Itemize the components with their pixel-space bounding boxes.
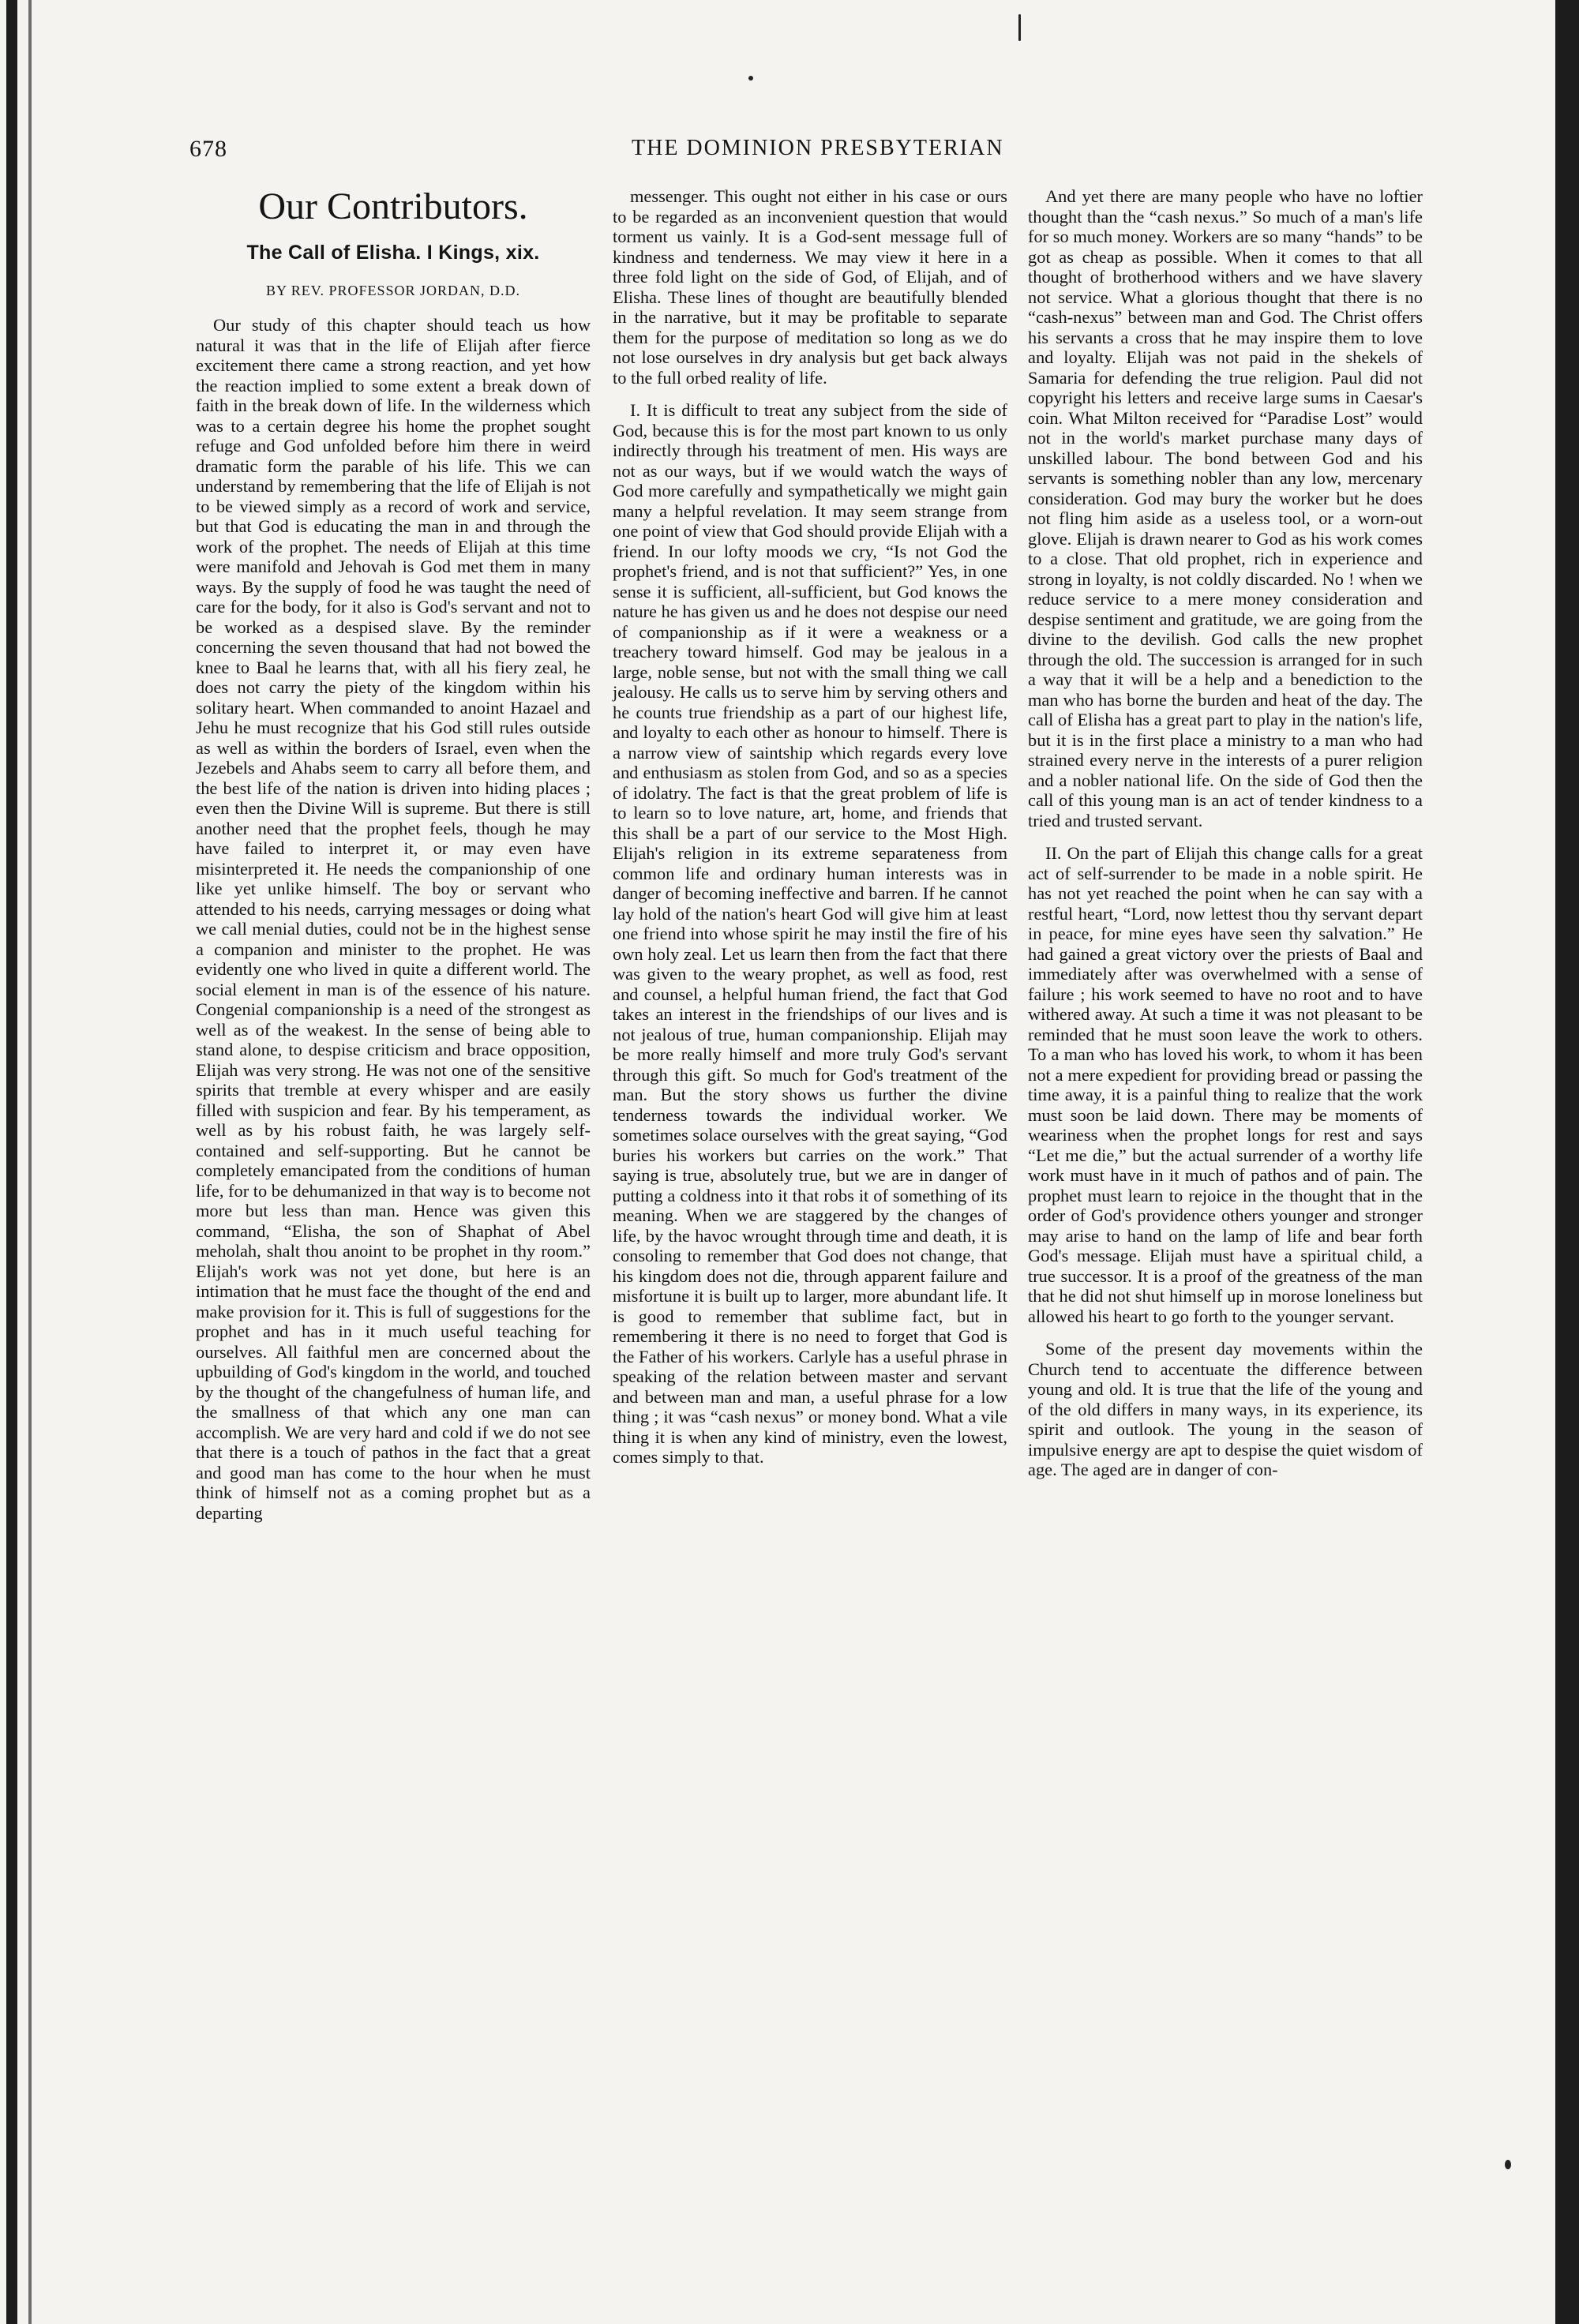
scan-speck: [1018, 14, 1021, 41]
paragraph: Our study of this chapter should teach us how natural it was that in the life of Elijah after fierce excitement there came a strong reaction, and yet how the reaction implied to some extent a break down of faith in the break down of life. In the wilderness which was to a certain degree his home the prophet sought refuge and God unfolded before him there in weird dramatic form the parable of his life. This we can understand by remembering that the life of Elijah is not to be viewed simply as a record of work and service, but that God is educating the man in and through the work of the prophet. The needs of Elijah at this time were manifold and Jehovah is God met them in many ways. By the supply of food he was taught the need of care for the body, for it also is God's servant and not to be worked as a despised slave. By the reminder concerning the seven thousand that had not bowed the knee to Baal he learns that, with all his fiery zeal, he does not carry the piety of the kingdom within his solitary heart. When commanded to anoint Hazael and Jehu he must recognize that his God still rules outside as well as within the borders of Israel, even when the Jezebels and Ahabs seem to carry all before them, and the best life of the nation is driven into hiding places ; even then the Divine Will is supreme. But there is still another need that the prophet feels, though he may have failed to interpret it, or may even have misinterpreted it. He needs the companionship of one like yet unlike himself. The boy or servant who attended to his needs, carrying messages or doing what we call menial duties, could not be in the highest sense a companion and minister to the prophet. He was evidently one who lived in quite a different world. The social element in man is of the essence of his nature. Congenial companionship is a need of the strongest as well as of the weakest. In the sense of being able to stand alone, to despise criticism and brace opposition, Elijah was very strong. He was not one of the sensitive spirits that tremble at every whisper and are easily filled with suspicion and fear. By his temperament, as well as by his robust faith, he was largely self-contained and self-supporting. But he cannot be completely emancipated from the conditions of human life, for to be dehumanized in that way is to become not more but less than man. Hence was given this command, “Elisha, the son of Shaphat of Abel meholah, shalt thou anoint to be prophet in thy room.” Elijah's work was not yet done, but here is an intimation that he must face the thought of the end and make provision for it. This is full of suggestions for the prophet and has in it much useful teaching for ourselves. All faithful men are concerned about the upbuilding of God's kingdom in the world, and touched by the thought of the changefulness of human life, and the smallness of that which any one man can accomplish. We are very hard and cold if we do not see that there is a touch of pathos in the fact that a great and good man has come to the hour when he must think of himself not as a coming prophet but as a departing: [196, 315, 591, 1523]
text-column-1: [196, 183, 591, 1523]
scan-border-left-inner: [28, 0, 32, 2324]
article-title: The Call of Elisha. I Kings, xix.: [246, 242, 540, 264]
paragraph: Some of the present day movements within the Church tend to accentuate the difference between young and old. It is true that the life of the young and of the old differs in many ways, in its experience, its spirit and outlook. The young in the season of impulsive energy are apt to despise the quiet wisdom of age. The aged are in danger of con-: [1028, 1339, 1423, 1479]
scan-border-right: [1555, 0, 1579, 2324]
text-column-2: [613, 186, 1007, 1467]
scan-speck: [1505, 2160, 1511, 2169]
scan-border-left: [6, 0, 17, 2324]
scan-speck: [748, 76, 753, 81]
running-head: [189, 136, 1405, 167]
section-title: Our Contributors.: [258, 186, 528, 227]
paragraph: messenger. This ought not either in his case or ours to be regarded as an inconvenient question that would torment us vainly. It is a God-sent message full of kindness and tenderness. We may view it here in a three fold light on the side of God, of Elijah, and of Elisha. These lines of thought are beautifully blended in the narrative, but it may be profitable to separate them for the purpose of meditation so long as we do not lose ourselves in dry analysis but get back always to the full orbed reality of life.: [613, 186, 1007, 388]
page-number: 678: [189, 136, 227, 162]
byline: BY REV. PROFESSOR JORDAN, D.D.: [265, 282, 521, 298]
paragraph: II. On the part of Elijah this change calls for a great act of self-surrender to be made in a noble spirit. He has not yet reached the point when he can say with a restful heart, “Lord, now lettest thou thy servant depart in peace, for mine eyes have seen thy salvation.” He had gained a great victory over the priests of Baal and immediately after was overwhelmed with a sense of failure ; his work seemed to have no root and to have withered away. At such a time it was not pleasant to be reminded that he must soon leave the work to others. To a man who has loved his work, to whom it has been not a mere expedient for providing bread or passing the time away, it is a painful thing to realize that the work must soon be laid down. There may be moments of weariness when the prophet longs for rest and says “Let me die,” but the actual surrender of a worthy life work must have in it much of pathos and of pain. The prophet must learn to rejoice in the thought that in the order of God's providence others younger and stronger may arise to hand on the lamp of life and bear forth God's message. Elijah must have a spiritual child, a true successor. It is a proof of the greatness of the man that he did not shut himself up in morose loneliness but allowed his heart to go forth to the younger servant.: [1028, 843, 1423, 1326]
journal-title: THE DOMINION PRESBYTERIAN: [632, 136, 1004, 160]
text-column-3: [1028, 186, 1423, 1480]
paragraph: And yet there are many people who have no loftier thought than the “cash nexus.” So much of a man's life for so much money. Workers are so many “hands” to be got as cheap as possible. When it comes to that all thought of brotherhood withers and we have slavery not service. What a glorious thought that there is no “cash-nexus” between man and God. The Christ offers his servants a cross that he may inspire them to love and loyalty. Elijah was not paid in the shekels of Samaria for defending the true religion. Paul did not copyright his letters and receive large sums in Caesar's coin. What Milton received for “Paradise Lost” would not in the world's market purchase many days of unskilled labour. The bond between God and his servants is something nobler than any low, mercenary consideration. God may bury the worker but he does not fling him aside as a useless tool, or a worn-out glove. Elijah is drawn nearer to God as his work comes to a close. That old prophet, rich in experience and strong in loyalty, is not coldly discarded. No ! when we reduce service to a mere money consideration and despise sentiment and gratitude, we are going from the divine to the devilish. God calls the new prophet through the old. The succession is arranged for in such a way that it will be a help and a benediction to the man who has borne the burden and heat of the day. The call of Elisha has a great part to play in the nation's life, but it is in the first place a ministry to a man who had strained every nerve in the interests of a purer religion and a nobler national life. On the side of God then the call of this young man is an act of tender kindness to a tried and trusted servant.: [1028, 186, 1423, 830]
paragraph: I. It is difficult to treat any subject from the side of God, because this is for the most part known to us only indirectly through his treatment of men. His ways are not as our ways, but if we would watch the ways of God more carefully and sympathetically we might gain many a helpful revelation. It may seem strange from one point of view that God should provide Elijah with a friend. In our lofty moods we cry, “Is not God the prophet's friend, and is not that sufficient?” Yes, in one sense it is sufficient, all-sufficient, but God knows the nature he has given us and he does not despise our need of companionship as if it were a weakness or a treachery toward himself. God may be jealous in a large, noble sense, but not with the small thing we call jealousy. He calls us to serve him by serving others and he counts true friendship as a part of our highest life, and loyalty to each other as honour to himself. There is a narrow view of saintship which regards every love and enthusiasm as stolen from God, and so as a species of idolatry. The fact is that the great problem of life is to learn so to love nature, art, home, and friends that this shall be a part of our service to the Most High. Elijah's religion in its extreme separateness from common life and ordinary human interests was in danger of becoming ineffective and barren. If he cannot lay hold of the nation's heart God will give him at least one friend into whose spirit he may instil the fire of his own holy zeal. Let us learn then from the fact that there was given to the weary prophet, as well as food, rest and counsel, a helpful human friend, the fact that God takes an interest in the friendships of our lives and is not jealous of true, human companionship. Elijah may be more really himself and more truly God's servant through this gift. So much for God's treatment of the man. But the story shows us further the divine tenderness towards the individual worker. We sometimes solace ourselves with the great saying, “God buries his workers but carries on the work.” That saying is true, absolutely true, but we are in danger of putting a coldness into it that robs it of something of its meaning. When we are staggered by the changes of life, by the havoc wrought through time and death, it is consoling to remember that God does not change, that his kingdom does not die, through apparent failure and misfortune it is built up to larger, more abundant life. It is good to remember that sublime fact, but in remembering it there is no need to forget that God is the Father of his workers. Carlyle has a useful phrase in speaking of the relation between master and servant and between man and man, a useful phrase for a low thing ; it was “cash nexus” or money bond. What a vile thing it is when any kind of ministry, even the lowest, comes simply to that.: [613, 400, 1007, 1467]
